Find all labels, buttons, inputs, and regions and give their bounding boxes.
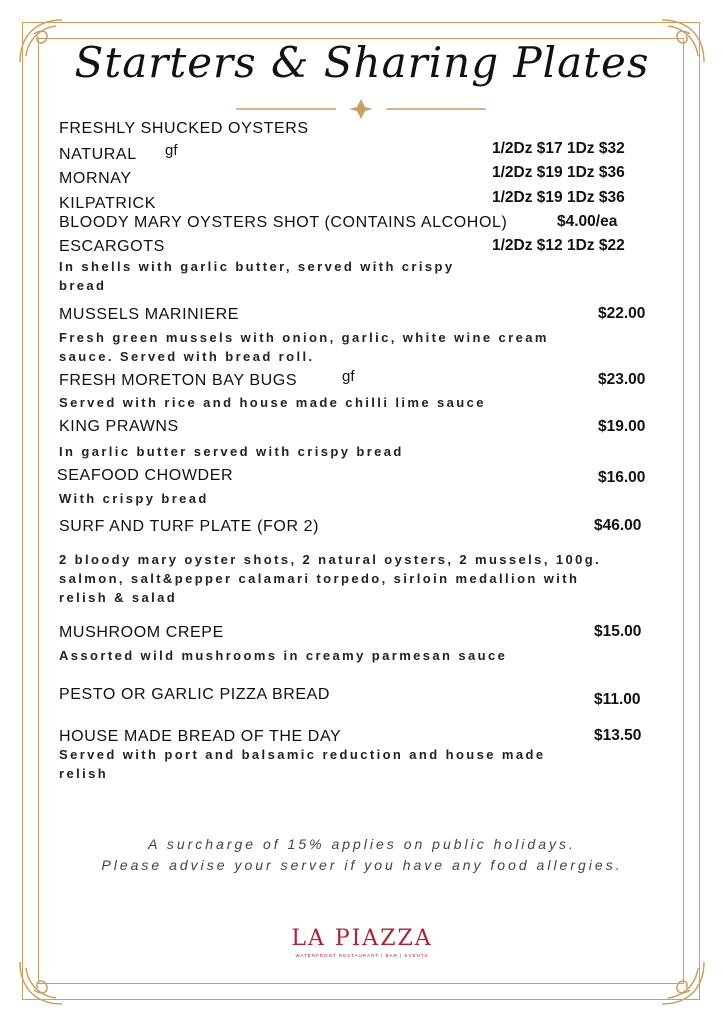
item-price: $15.00 <box>594 623 642 640</box>
item-price: 1/2Dz $17 1Dz $32 <box>492 140 625 157</box>
corner-ornament-icon <box>16 958 66 1008</box>
item-name: NATURAL <box>59 146 137 163</box>
logo: LA PIAZZA <box>291 926 433 951</box>
item-description: In garlic butter served with crispy bread <box>59 444 404 459</box>
item-description: Served with port and balsamic reduction and house made relish <box>59 747 546 781</box>
item-price: $23.00 <box>598 371 646 388</box>
title-divider <box>236 98 486 120</box>
logo-tagline: WATERFRONT RESTAURANT | BAR | EVENTS <box>295 953 429 958</box>
item-price: $4.00/ea <box>557 213 618 230</box>
item-name: MORNAY <box>59 170 132 187</box>
allergy-note: Please advise your server if you have any food allergies. <box>101 857 623 873</box>
item-name: BLOODY MARY OYSTERS SHOT (CONTAINS ALCOHOL) <box>59 214 508 231</box>
item-name: MUSHROOM CREPE <box>59 624 224 641</box>
item-description: With crispy bread <box>59 491 209 506</box>
item-description: Assorted wild mushrooms in creamy parmesan sauce <box>59 648 508 663</box>
gf-tag: gf <box>342 368 355 385</box>
item-description: In shells with garlic butter, served with crispy bread <box>59 259 455 293</box>
gf-tag: gf <box>165 142 178 159</box>
item-name: SEAFOOD CHOWDER <box>57 467 234 484</box>
surcharge-note: A surcharge of 15% applies on public holidays. <box>148 836 576 852</box>
item-price: 1/2Dz $19 1Dz $36 <box>492 164 625 181</box>
item-name: KING PRAWNS <box>59 418 179 435</box>
item-description: Served with rice and house made chilli lime sauce <box>59 395 486 410</box>
item-name: KILPATRICK <box>59 195 156 212</box>
item-description: Fresh green mussels with onion, garlic, white wine cream sauce. Served with bread roll. <box>59 330 549 364</box>
item-price: $22.00 <box>598 305 646 322</box>
item-price: $19.00 <box>598 418 646 435</box>
diamond-icon <box>349 99 373 119</box>
item-price: 1/2Dz $19 1Dz $36 <box>492 189 625 206</box>
item-price: 1/2Dz $12 1Dz $22 <box>492 237 625 254</box>
item-name: HOUSE MADE BREAD OF THE DAY <box>59 728 342 745</box>
item-price: $16.00 <box>598 469 646 486</box>
item-name: PESTO OR GARLIC PIZZA BREAD <box>59 686 331 703</box>
item-name: SURF AND TURF PLATE (FOR 2) <box>59 518 320 535</box>
item-price: $13.50 <box>594 727 642 744</box>
corner-ornament-icon <box>658 958 708 1008</box>
item-name: MUSSELS MARINIERE <box>59 306 240 323</box>
item-name: FRESHLY SHUCKED OYSTERS <box>59 120 309 137</box>
item-price: $11.00 <box>594 691 641 708</box>
item-description: 2 bloody mary oyster shots, 2 natural oysters, 2 mussels, 100g. salmon, salt&pepper calamari torpedo, sirloin medallion with relish & salad <box>59 552 602 605</box>
item-name: ESCARGOTS <box>59 238 165 255</box>
page-title: Starters & Sharing Plates <box>74 38 650 87</box>
item-name: FRESH MORETON BAY BUGS <box>59 372 298 389</box>
item-price: $46.00 <box>594 517 642 534</box>
